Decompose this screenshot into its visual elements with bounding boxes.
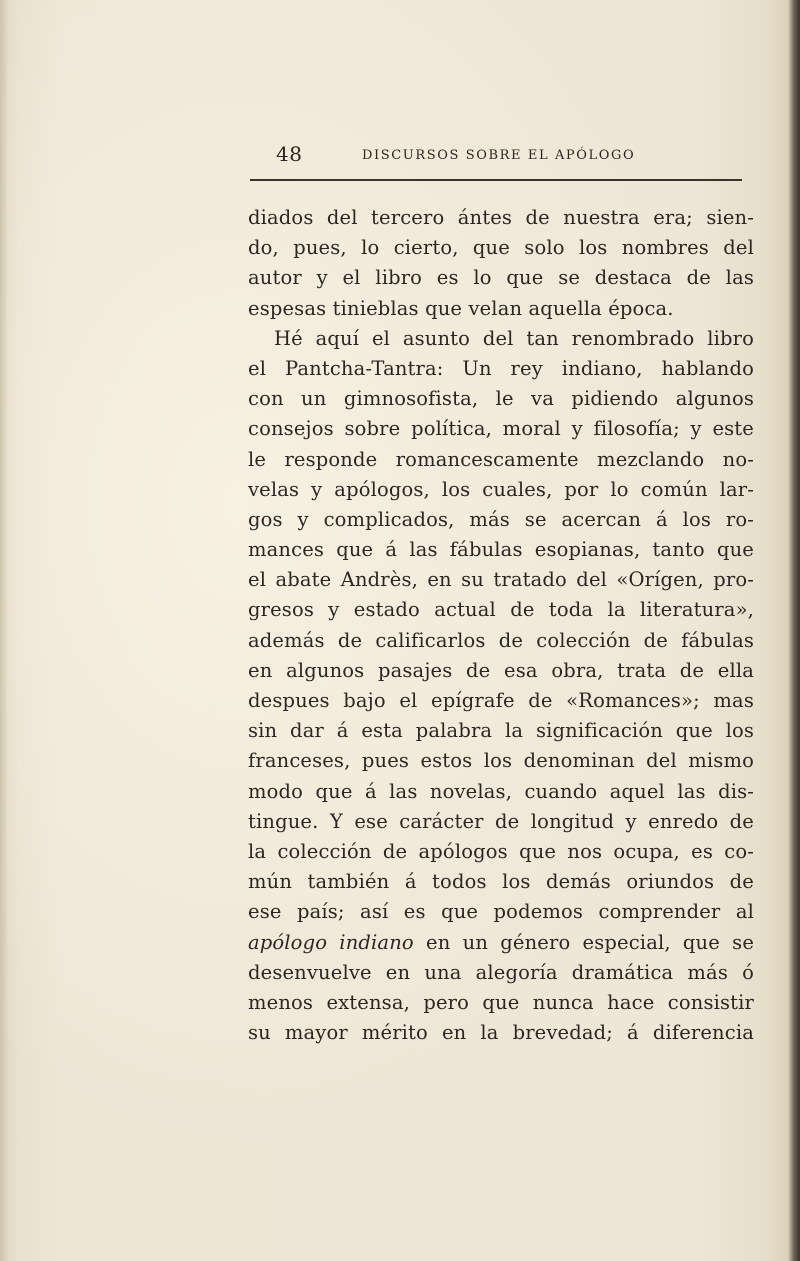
text-line: el abate Andrès, en su tratado del «Orígen, pro- xyxy=(248,568,754,592)
text-line: sin dar á esta palabra la significación que los xyxy=(248,719,754,743)
text-line: mún también á todos los demás oriundos de xyxy=(248,870,754,894)
text-line: desenvuelve en una alegoría dramática más ó xyxy=(248,960,754,984)
text-line xyxy=(248,928,754,958)
text-line: gresos y estado actual de toda la literatura», xyxy=(248,598,754,622)
text-line: Hé aquí el asunto del tan renombrado libro xyxy=(274,326,754,350)
italic-phrase: apólogo indiano xyxy=(248,930,414,954)
text-line: consejos sobre política, moral y filosofía; y este xyxy=(248,417,754,441)
page-left-edge xyxy=(0,0,8,1261)
text-line: autor y el libro es lo que se destaca de las xyxy=(248,266,754,290)
text-line: tingue. Y ese carácter de longitud y enredo de xyxy=(248,809,754,833)
text-line: además de calificarlos de colección de fábulas xyxy=(248,628,754,652)
header-rule xyxy=(250,179,742,181)
text-line: gos y complicados, más se acercan á los ro- xyxy=(248,507,754,531)
text-line: ese país; así es que podemos comprender al xyxy=(248,900,754,924)
text-line: franceses, pues estos los denominan del mismo xyxy=(248,749,754,773)
page-right-edge xyxy=(788,0,800,1261)
text-line: con un gimnosofista, le va pidiendo algunos xyxy=(248,387,754,411)
text-line: el Pantcha-Tantra: Un rey indiano, hablando xyxy=(248,356,754,380)
page-number: 48 xyxy=(276,142,303,166)
text-line: su mayor mérito en la brevedad; á diferencia xyxy=(248,1021,754,1045)
text-line: la colección de apólogos que nos ocupa, es co- xyxy=(248,839,754,863)
text-line: despues bajo el epígrafe de «Romances»; mas xyxy=(248,689,754,712)
page-header xyxy=(270,142,750,172)
body-text xyxy=(248,203,754,1048)
running-head: DISCURSOS SOBRE EL APÓLOGO xyxy=(362,148,636,163)
text-line: menos extensa, pero que nunca hace consistir xyxy=(248,990,754,1014)
text-line: mances que á las fábulas esopianas, tanto que xyxy=(248,538,754,562)
text-line: espesas tinieblas que velan aquella época. xyxy=(248,296,674,320)
text-line: en algunos pasajes de esa obra, trata de ella xyxy=(248,658,754,682)
text-line: le responde romancescamente mezclando no- xyxy=(248,447,754,471)
text-line: velas y apólogos, los cuales, por lo común lar- xyxy=(248,477,754,501)
text-line: modo que á las novelas, cuando aquel las dis- xyxy=(248,779,754,803)
text-line: do, pues, lo cierto, que solo los nombres del xyxy=(248,236,754,260)
text-line-rest: en un género especial, que se xyxy=(413,930,755,954)
text-line: diados del tercero ántes de nuestra era; sien- xyxy=(248,206,754,229)
